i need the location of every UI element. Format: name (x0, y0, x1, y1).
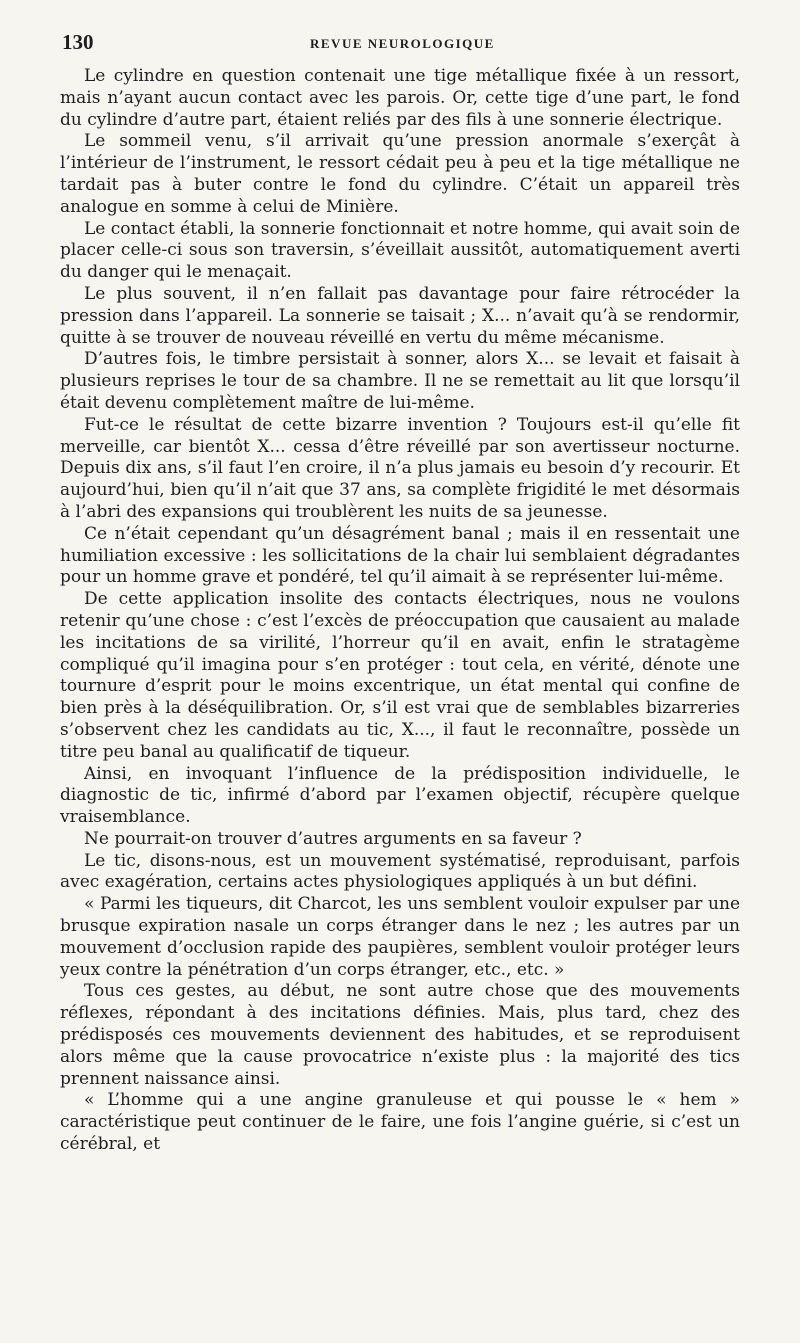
quotation-paragraph: « Parmi les tiqueurs, dit Charcot, les uns semblent vouloir expulser par une brusque expiration nasale un corps étranger dans le nez ; les autres par un mouvement d’occlusion rapide des paupières, semblent vouloir protéger leurs yeux contre la pénétration d’un corps étranger, etc., etc. » (60, 894, 740, 980)
paragraph: Ce n’était cependant qu’un désagrément banal ; mais il en ressentait une humiliation excessive : les sollicitations de la chair lui semblaient dégradantes pour un homme grave et pondéré, tel qu’il aimait à se représenter lui-même. (60, 523, 740, 588)
body-text (60, 66, 740, 1156)
paragraph: Le sommeil venu, s’il arrivait qu’une pression anormale s’exerçât à l’intérieur de l’instrument, le ressort cédait peu à peu et la tige métallique ne tardait pas à buter contre le fond du cylindre. C’était un appareil très analogue en somme à celui de Minière. (60, 131, 740, 217)
paragraph: D’autres fois, le timbre persistait à sonner, alors X... se levait et faisait à plusieurs reprises le tour de sa chambre. Il ne se remettait au lit que lorsqu’il était devenu complètement maître de lui-même. (60, 349, 740, 413)
paragraph: Le tic, disons-nous, est un mouvement systématisé, reproduisant, parfois avec exagération, certains actes physiologiques appliqués à un but défini. (60, 850, 740, 893)
running-head: REVUE NEUROLOGIQUE (310, 36, 495, 51)
paragraph: De cette application insolite des contacts électriques, nous ne voulons retenir qu’une chose : c’est l’excès de préoccupation que causaient au malade les incitations de sa virilité, l’horreur qu’il en avait, enfin le stratagème compliqué qu’il imagina pour s’en protéger : tout cela, en vérité, dénote une tournure d’esprit pour le moins excentrique, un état mental qui confine de bien près à la déséquilibration. Or, s’il est vrai que de semblables bizarreries s’observent chez les candidats au tic, X..., il faut le reconnaître, possède un titre peu banal au qualificatif de tiqueur. (60, 589, 740, 762)
paragraph: Le cylindre en question contenait une tige métallique fixée à un ressort, mais n’ayant aucun contact avec les parois. Or, cette tige d’une part, le fond du cylindre d’autre part, étaient reliés par des fils à une sonnerie électrique. (60, 66, 740, 130)
paragraph: Fut-ce le résultat de cette bizarre invention ? Toujours est-il qu’elle fit merveille, car bientôt X... cessa d’être réveillé par son avertisseur nocturne. Depuis dix ans, s’il faut l’en croire, il n’a plus jamais eu besoin d’y recourir. Et aujourd’hui, bien qu’il n’ait que 37 ans, sa complète frigidité le met désormais à l’abri des expansions qui troublèrent les nuits de sa jeunesse. (60, 414, 740, 522)
paragraph: Le plus souvent, il n’en fallait pas davantage pour faire rétrocéder la pression dans l’appareil. La sonnerie se taisait ; X... n’avait qu’à se rendormir, quitte à se trouver de nouveau réveillé en vertu du même mécanisme. (60, 283, 740, 348)
quotation-paragraph: « L’homme qui a une angine granuleuse et qui pousse le « hem » caractéristique peut continuer de le faire, une fois l’angine guérie, si c’est un cérébral, et (60, 1090, 740, 1155)
page-number: 130 (62, 30, 94, 54)
paragraph: Ainsi, en invoquant l’influence de la prédisposition individuelle, le diagnostic de tic, infirmé d’abord par l’examen objectif, récupère quelque vraisemblance. (60, 763, 740, 828)
page-header (62, 30, 742, 54)
paragraph: Le contact établi, la sonnerie fonctionnait et notre homme, qui avait soin de placer celle-ci sous son traversin, s’éveillait aussitôt, automatiquement averti du danger qui le menaçait. (60, 218, 741, 283)
paragraph: Ne pourrait-on trouver d’autres arguments en sa faveur ? (84, 828, 582, 849)
paragraph: Tous ces gestes, au début, ne sont autre chose que des mouvements réflexes, répondant à des incitations définies. Mais, plus tard, chez des prédisposés ces mouvements deviennent des habitudes, et se reproduisent alors même que la cause provocatrice n’existe plus : la majorité des tics prennent naissance ainsi. (60, 981, 740, 1089)
